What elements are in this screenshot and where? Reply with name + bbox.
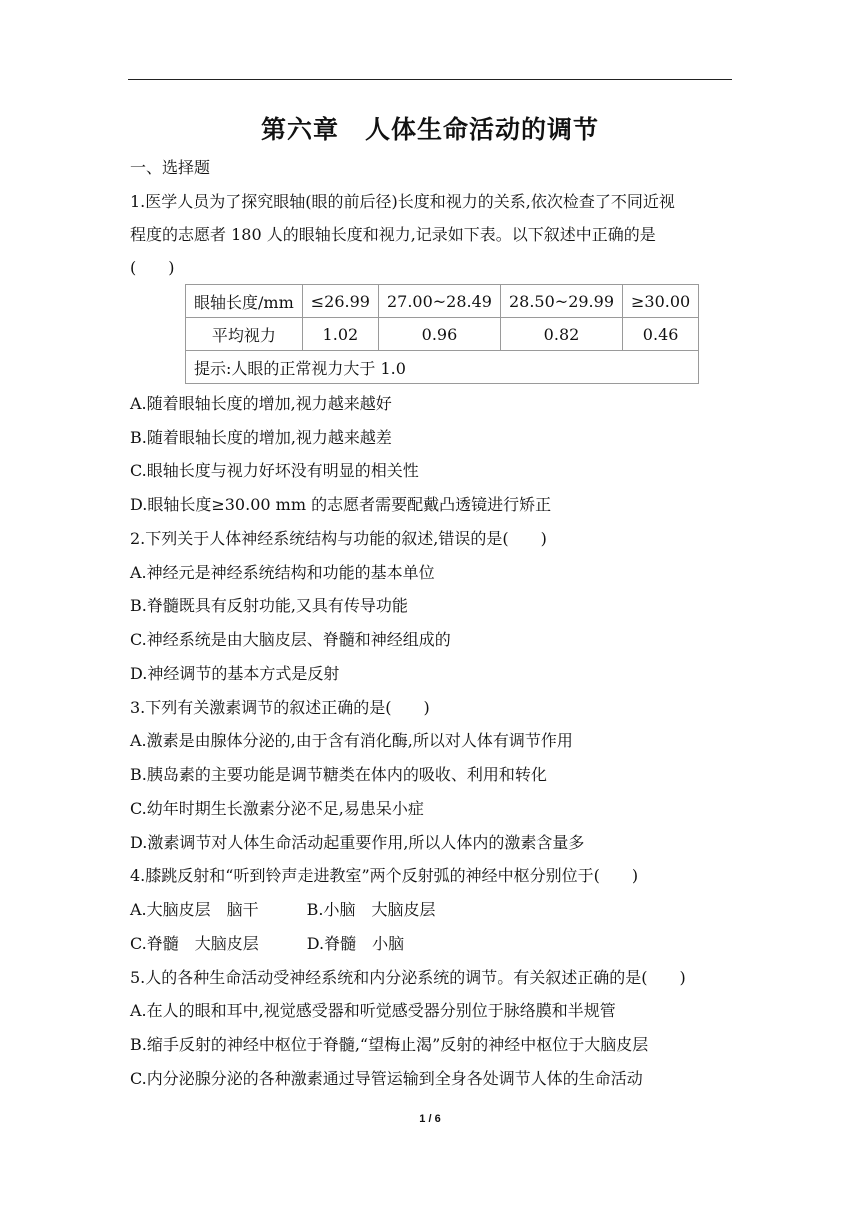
question-line: ( ) bbox=[130, 258, 175, 277]
answer-option: A.随着眼轴长度的增加,视力越来越好 bbox=[130, 394, 392, 413]
table-cell: 平均视力 bbox=[186, 318, 303, 351]
answer-option: C.内分泌腺分泌的各种激素通过导管运输到全身各处调节人体的生命活动 bbox=[130, 1069, 643, 1088]
table-cell: 27.00~28.49 bbox=[378, 285, 500, 318]
table-cell: 0.96 bbox=[378, 318, 500, 351]
header-rule bbox=[128, 79, 732, 80]
table-cell: ≤26.99 bbox=[302, 285, 378, 318]
answer-option: A.激素是由腺体分泌的,由于含有消化酶,所以对人体有调节作用 bbox=[130, 731, 573, 750]
question-line: 5.人的各种生命活动受神经系统和内分泌系统的调节。有关叙述正确的是( ) bbox=[130, 968, 686, 987]
table-row bbox=[186, 351, 699, 384]
answer-option: B.缩手反射的神经中枢位于脊髓,“望梅止渴”反射的神经中枢位于大脑皮层 bbox=[130, 1035, 649, 1054]
table-note: 提示:人眼的正常视力大于 1.0 bbox=[186, 351, 699, 384]
section-heading: 一、选择题 bbox=[130, 158, 211, 177]
answer-option: A.大脑皮层 脑干 B.小脑 大脑皮层 bbox=[130, 900, 436, 919]
chapter-title: 第六章 人体生命活动的调节 bbox=[260, 115, 599, 144]
answer-option: C.眼轴长度与视力好坏没有明显的相关性 bbox=[130, 461, 419, 480]
answer-option: A.神经元是神经系统结构和功能的基本单位 bbox=[130, 563, 435, 582]
answer-option: C.神经系统是由大脑皮层、脊髓和神经组成的 bbox=[130, 630, 451, 649]
answer-option: C.幼年时期生长激素分泌不足,易患呆小症 bbox=[130, 799, 424, 818]
table-row bbox=[186, 285, 699, 318]
question-line: 2.下列关于人体神经系统结构与功能的叙述,错误的是( ) bbox=[130, 529, 547, 548]
question-line: 1.医学人员为了探究眼轴(眼的前后径)长度和视力的关系,依次检查了不同近视 bbox=[130, 192, 675, 211]
question-line: 程度的志愿者 180 人的眼轴长度和视力,记录如下表。以下叙述中正确的是 bbox=[130, 225, 656, 244]
table-cell: 0.82 bbox=[500, 318, 622, 351]
question-line: 4.膝跳反射和“听到铃声走进教室”两个反射弧的神经中枢分别位于( ) bbox=[130, 866, 639, 885]
answer-option: D.眼轴长度≥30.00 mm 的志愿者需要配戴凸透镜进行矫正 bbox=[130, 495, 552, 514]
table-cell: 1.02 bbox=[302, 318, 378, 351]
answer-option: A.在人的眼和耳中,视觉感受器和听觉感受器分别位于脉络膜和半规管 bbox=[130, 1001, 616, 1020]
answer-option: B.胰岛素的主要功能是调节糖类在体内的吸收、利用和转化 bbox=[130, 765, 547, 784]
table-cell: 0.46 bbox=[623, 318, 699, 351]
answer-option: C.脊髓 大脑皮层 D.脊髓 小脑 bbox=[130, 934, 405, 953]
question-line: 3.下列有关激素调节的叙述正确的是( ) bbox=[130, 698, 430, 717]
answer-option: B.随着眼轴长度的增加,视力越来越差 bbox=[130, 428, 392, 447]
table-row bbox=[186, 318, 699, 351]
answer-option: D.激素调节对人体生命活动起重要作用,所以人体内的激素含量多 bbox=[130, 833, 585, 852]
page-number: 1 / 6 bbox=[419, 1113, 441, 1125]
answer-option: B.脊髓既具有反射功能,又具有传导功能 bbox=[130, 596, 408, 615]
answer-option: D.神经调节的基本方式是反射 bbox=[130, 664, 340, 683]
table-cell: ≥30.00 bbox=[623, 285, 699, 318]
table-cell: 眼轴长度/mm bbox=[186, 285, 303, 318]
table-cell: 28.50~29.99 bbox=[500, 285, 622, 318]
eye-axis-table bbox=[185, 284, 699, 384]
